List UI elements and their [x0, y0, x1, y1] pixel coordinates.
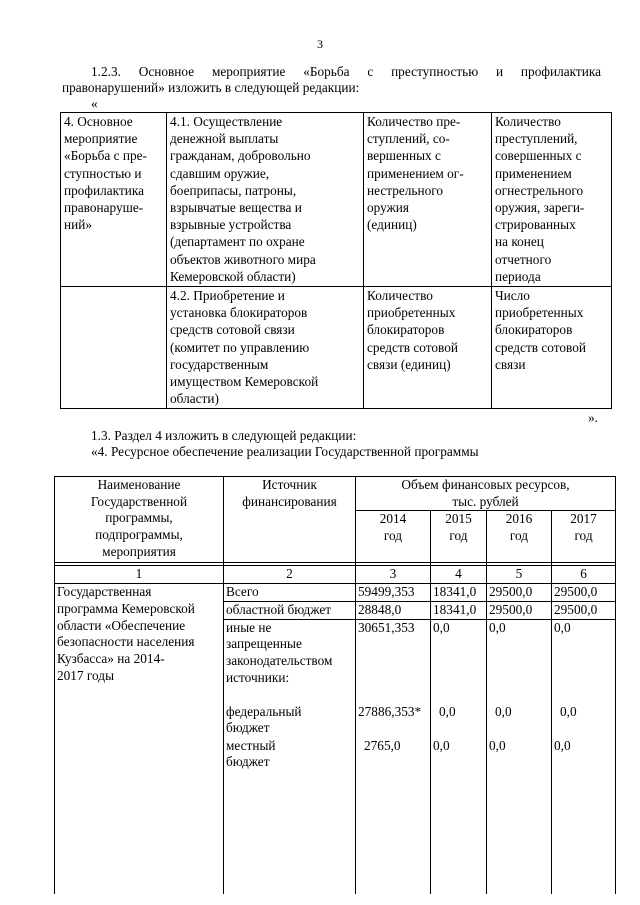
- measures-table: [60, 112, 612, 409]
- program-name: Государственная программа Кемеровской области «Обеспечение безопасности населения Кузбасса» на 2014- 2017 годы: [55, 584, 224, 894]
- page-number: 3: [317, 37, 323, 51]
- header-year: 2016 год: [487, 511, 552, 563]
- value-cell: 0,0 0,0 0,0: [552, 619, 616, 894]
- header-year: 2014 год: [356, 511, 431, 563]
- value-cell: 18341,0: [431, 584, 487, 602]
- value-cell: 0,0: [554, 737, 571, 753]
- value-cell: 30651,353 27886,353* 2765,0: [356, 619, 431, 894]
- value-cell: 18341,0: [431, 601, 487, 619]
- close-quote: ».: [588, 410, 598, 425]
- value-cell: 28848,0: [356, 601, 431, 619]
- table-cell: Число приобретенных блокираторов средств сотовой связи: [492, 287, 612, 409]
- resources-table: [54, 476, 616, 894]
- section-line-1: 1.3. Раздел 4 изложить в следующей редакции:: [91, 428, 357, 443]
- source-cell: федеральный бюджет: [226, 703, 302, 736]
- intro-line-2: правонарушений» изложить в следующей редакции:: [62, 80, 360, 95]
- header-source: Источник финансирования: [224, 477, 356, 563]
- value-cell: 27886,353*: [358, 703, 422, 719]
- table-row: [61, 287, 612, 409]
- value-cell: 29500,0: [552, 584, 616, 602]
- value-cell: 0,0: [433, 737, 450, 753]
- source-cell: местный бюджет: [226, 737, 276, 770]
- header-volume: Объем финансовых ресурсов, тыс. рублей: [356, 477, 616, 511]
- value-cell: 29500,0: [487, 601, 552, 619]
- value-cell: 0,0: [489, 737, 506, 753]
- column-number: 6: [552, 566, 616, 584]
- value-cell: 0,0: [439, 703, 456, 719]
- source-cell: Всего: [224, 584, 356, 602]
- table-cell: 4.2. Приобретение и установка блокираторов средств сотовой связи (комитет по управлению государственным имуществом Кемеровской области): [167, 287, 364, 409]
- value-cell: 0,0 0,0 0,0: [487, 619, 552, 894]
- table-cell: 4. Основное мероприятие «Борьба с пре- ступностью и профилактика правонаруше- ний»: [61, 113, 167, 287]
- value-cell: 0,0: [495, 703, 512, 719]
- source-cell: областной бюджет: [224, 601, 356, 619]
- value-cell: 0,0 0,0 0,0: [431, 619, 487, 894]
- table-row: [55, 584, 616, 602]
- open-quote: «: [91, 96, 98, 111]
- table-cell: Количество преступлений, совершенных с применением огнестрельного оружия, зареги- стрированных на конец отчетного периода: [492, 113, 612, 287]
- column-number: 4: [431, 566, 487, 584]
- table-header-row: [55, 477, 616, 511]
- column-number: 3: [356, 566, 431, 584]
- header-name: Наименование Государственной программы, подпрограммы, мероприятия: [55, 477, 224, 563]
- table-cell: Количество пре- ступлений, со- вершенных с применением ог- нестрельного оружия (единиц): [364, 113, 492, 287]
- value-cell: 2765,0: [364, 737, 401, 753]
- table-row: [61, 113, 612, 287]
- header-year: 2017 год: [552, 511, 616, 563]
- value-cell: 0,0: [560, 703, 577, 719]
- table-cell: 4.1. Осуществление денежной выплаты гражданам, добровольно сдавшим оружие, боеприпасы, патроны, взрывчатые вещества и взрывные устройства (департамент по охране объектов животного мира Кемеровской области): [167, 113, 364, 287]
- column-number: 2: [224, 566, 356, 584]
- section-line-2: «4. Ресурсное обеспечение реализации Государственной программы: [91, 444, 479, 459]
- table-cell: Количество приобретенных блокираторов средств сотовой связи (единиц): [364, 287, 492, 409]
- source-cell: иные не запрещенные законодательством источники: федеральный бюджет местный бюджет: [224, 619, 356, 894]
- header-year: 2015 год: [431, 511, 487, 563]
- column-number: 1: [55, 566, 224, 584]
- table-cell: [61, 287, 167, 409]
- value-cell: 29500,0: [487, 584, 552, 602]
- intro-line-1: 1.2.3. Основное мероприятие «Борьба с преступностью и профилактика: [91, 64, 601, 79]
- value-cell: 29500,0: [552, 601, 616, 619]
- column-number: 5: [487, 566, 552, 584]
- value-cell: 59499,353: [356, 584, 431, 602]
- column-number-row: [55, 566, 616, 584]
